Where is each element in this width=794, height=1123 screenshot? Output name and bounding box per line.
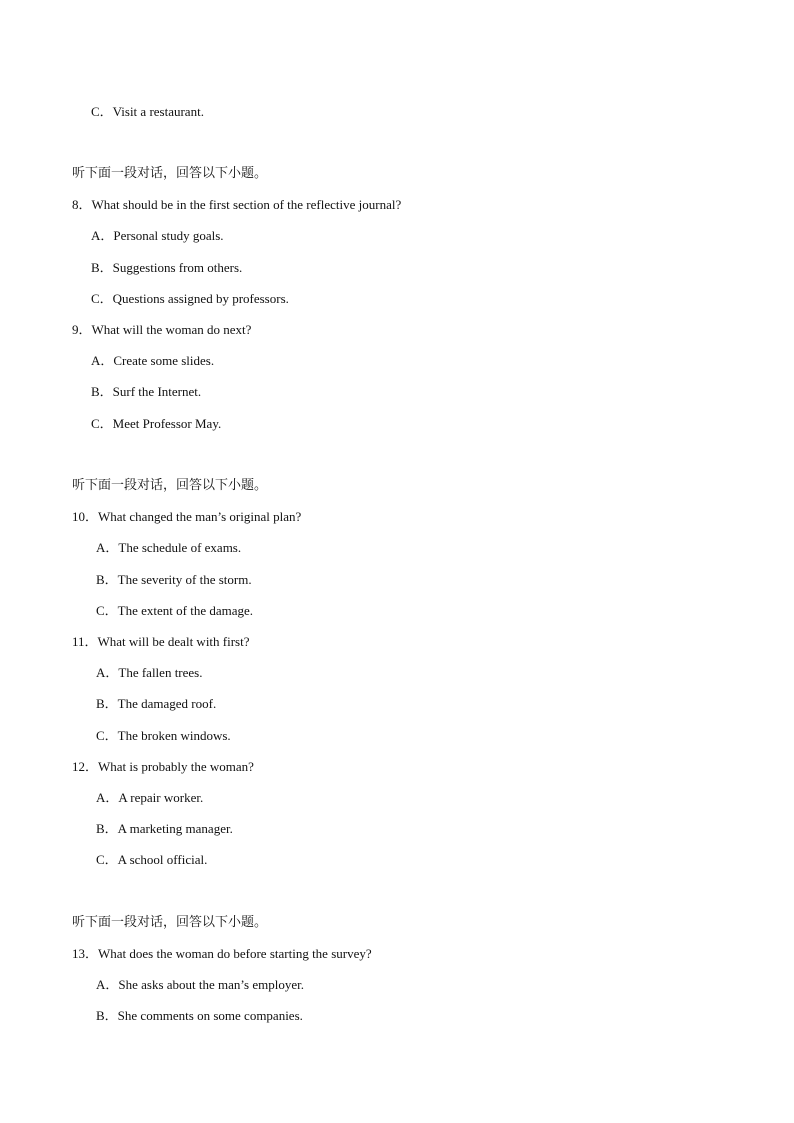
question-10: 10．What changed the man’s original plan?	[72, 509, 302, 524]
option-12c: C．A school official.	[96, 852, 208, 867]
option-10a: A．The schedule of exams.	[96, 540, 242, 555]
option-11a: A．The fallen trees.	[96, 665, 203, 680]
option-11b: B．The damaged roof.	[96, 696, 217, 711]
section-header: 听下面一段对话，回答以下小题。	[72, 478, 268, 493]
option-12b: B．A marketing manager.	[96, 821, 233, 836]
option-9a: A．Create some slides.	[91, 353, 215, 368]
question-9: 9．What will the woman do next?	[72, 322, 252, 337]
option-13a: A．She asks about the man’s employer.	[96, 977, 304, 992]
option-12a: A．A repair worker.	[96, 790, 204, 805]
section-header: 听下面一段对话，回答以下小题。	[72, 166, 268, 181]
option-8a: A．Personal study goals.	[91, 228, 224, 243]
option-8b: B．Suggestions from others.	[91, 260, 243, 275]
option-8c: C．Questions assigned by professors.	[91, 291, 289, 306]
option-10b: B．The severity of the storm.	[96, 572, 252, 587]
option-9c: C．Meet Professor May.	[91, 416, 222, 431]
section-header: 听下面一段对话，回答以下小题。	[72, 915, 268, 930]
option-13b: B．She comments on some companies.	[96, 1008, 303, 1023]
option-10c: C．The extent of the damage.	[96, 603, 254, 618]
question-11: 11．What will be dealt with first?	[72, 634, 250, 649]
question-13: 13．What does the woman do before starting the survey?	[72, 946, 372, 961]
question-8: 8．What should be in the first section of the reflective journal?	[72, 197, 402, 212]
option-7c: C．Visit a restaurant.	[91, 104, 204, 119]
question-12: 12．What is probably the woman?	[72, 759, 254, 774]
option-9b: B．Surf the Internet.	[91, 384, 202, 399]
option-11c: C．The broken windows.	[96, 728, 231, 743]
